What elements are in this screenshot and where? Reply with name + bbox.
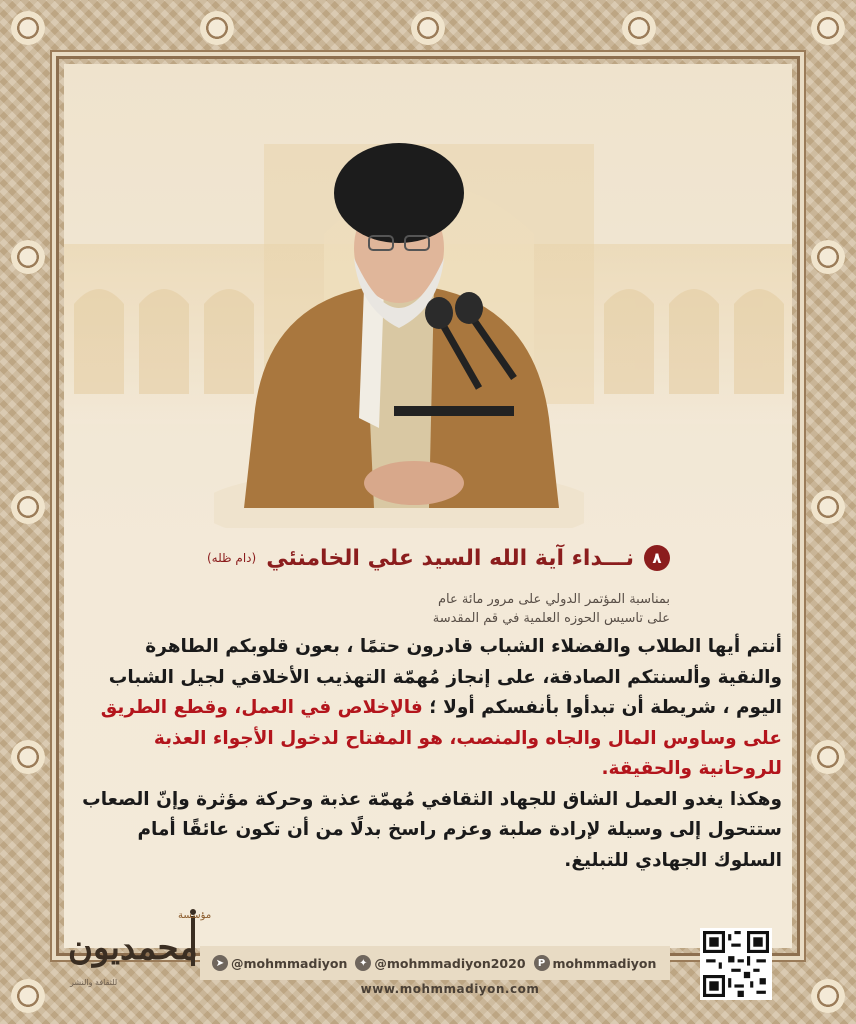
title-row <box>60 538 670 578</box>
speaker-portrait <box>214 88 584 528</box>
telegram-icon: ➤ <box>212 955 228 971</box>
ornament-icon <box>11 490 45 524</box>
ornament-icon <box>811 740 845 774</box>
number-badge: ٨ <box>644 545 670 571</box>
subtitle <box>60 590 670 628</box>
ornament-icon <box>11 240 45 274</box>
publisher-logo <box>60 900 212 1000</box>
qr-code <box>700 928 772 1000</box>
ornament-icon <box>200 11 234 45</box>
ornament-icon <box>411 11 445 45</box>
highlighted-text: فالإخلاص في العمل، وقطع الطريق على وساوس المال والجاه والمنصب، هو المفتاح لدخول الأجواء العذبة للروحانية والحقيقة. <box>100 697 782 779</box>
twitter-handle: @mohmmadiyon2020 <box>374 955 526 971</box>
paragraph-text: أنتم أيها الطلاب والفضلاء الشباب قادرون حتمًا ، بعون قلوبكم الطاهرة والنقية وألسنتكم الصادقة، على إنجاز مُهمّة التهذيب الأخلاقي لجيل الشباب اليوم ، شريطة أن تبدأوا بأنفسكم أولا ؛ <box>108 636 782 718</box>
ornament-icon <box>811 240 845 274</box>
subtitle-line: على تاسيس الحوزه العلمية في قم المقدسة <box>432 611 670 626</box>
subtitle-line: بمناسبة المؤتمر الدولي على مرور مائة عام <box>437 592 670 607</box>
ornament-icon <box>811 490 845 524</box>
title-honorific: (دام ظله) <box>206 551 257 565</box>
twitter-link[interactable] <box>355 955 525 971</box>
ornament-icon <box>622 11 656 45</box>
logo-tagline: للثقافة والنشر <box>70 978 118 987</box>
twitter-icon: ✦ <box>355 955 371 971</box>
logo-prefix: مؤسسة <box>178 910 212 921</box>
ornament-icon <box>811 11 845 45</box>
paragraph: وهكذا يغدو العمل الشاق للجهاد الثقافي مُهمّة عذبة وحركة مؤثرة وإنّ الصعاب ستتحول إلى وسيلة لإرادة صلبة وعزم راسخ بدلًا من أن تكون عائقًا أمام السلوك الجهادي للتبليغ. <box>82 788 782 871</box>
logo-wordmark: محمديون <box>68 928 198 968</box>
ornament-icon <box>11 979 45 1013</box>
paragraph <box>82 632 782 785</box>
ornament-icon <box>11 11 45 45</box>
message-body <box>82 632 782 876</box>
social-links <box>212 952 682 974</box>
pinterest-handle: mohmmadiyon <box>552 955 657 971</box>
ornament-icon <box>11 740 45 774</box>
pinterest-link[interactable] <box>534 955 657 971</box>
telegram-link[interactable] <box>212 955 347 971</box>
ornament-icon <box>811 979 845 1013</box>
page-title: نـــداء آية الله السيد علي الخامنئي <box>266 545 634 571</box>
telegram-handle: @mohmmadiyon <box>231 955 348 971</box>
pinterest-icon: P <box>534 955 550 971</box>
website-link[interactable]: www.mohmmadiyon.com <box>360 982 540 996</box>
